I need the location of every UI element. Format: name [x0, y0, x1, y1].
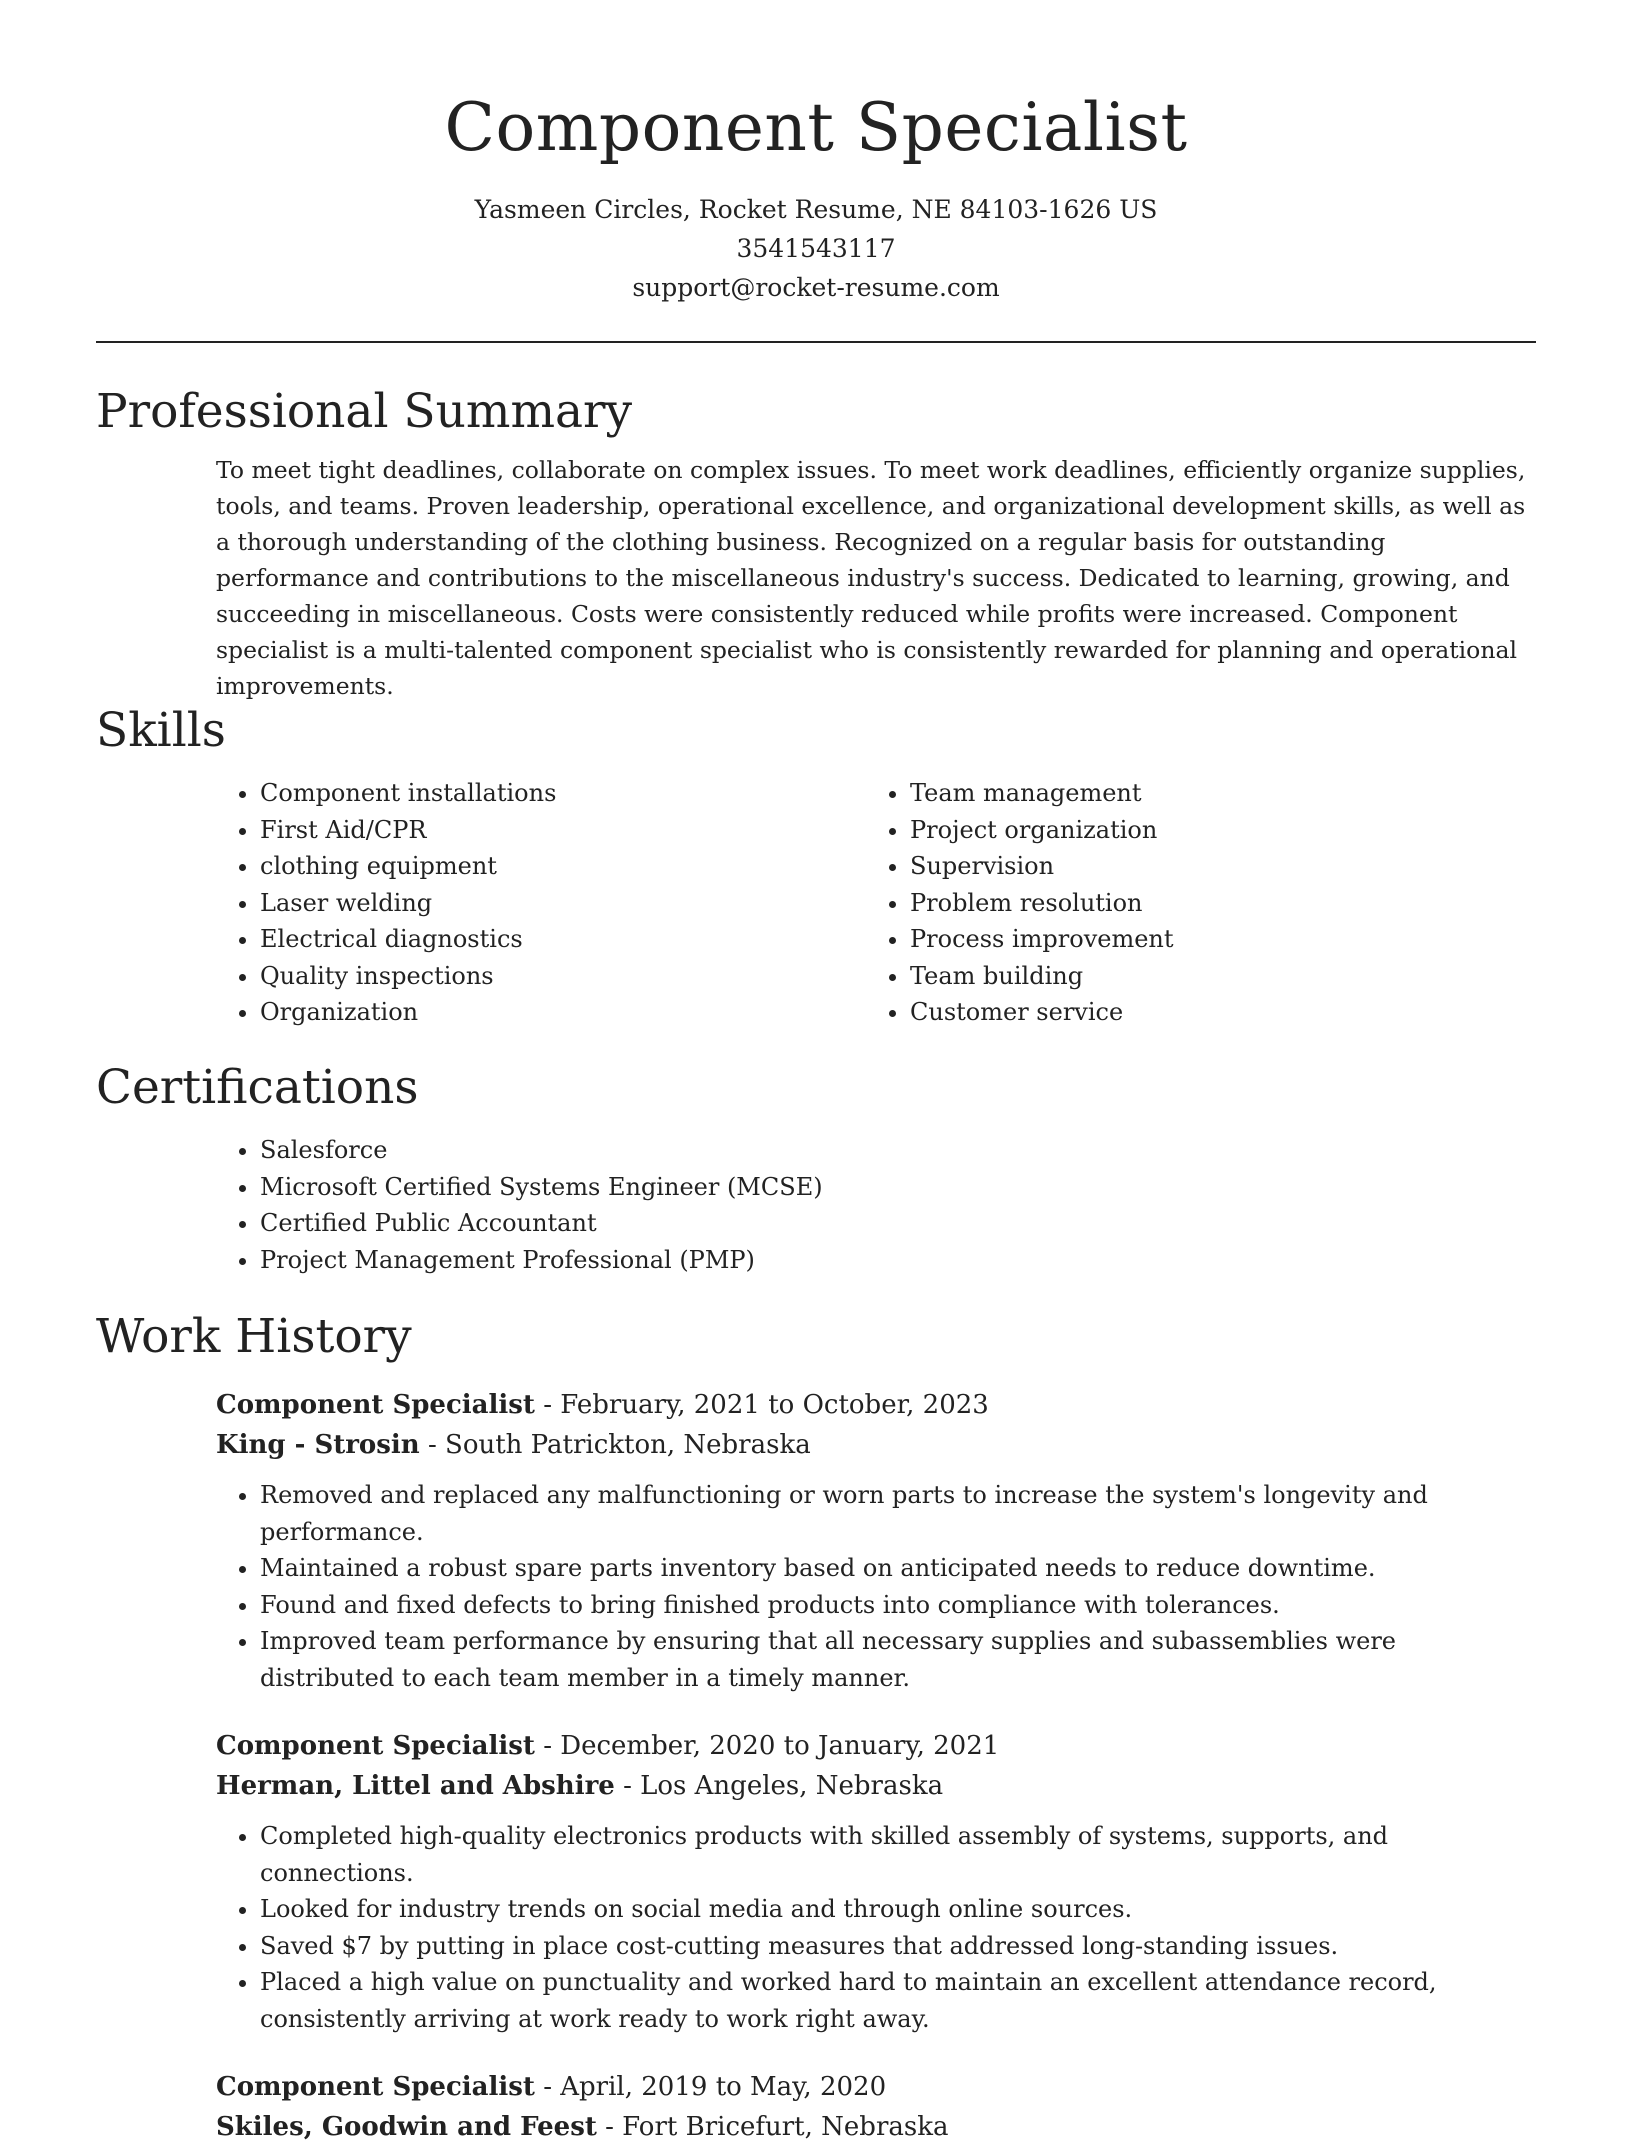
skills-column-left [216, 775, 866, 1031]
skills-section [96, 701, 1536, 1031]
contact-address: Yasmeen Circles, Rocket Resume, NE 84103-1626 US [474, 195, 1158, 224]
skill-item: • Electrical diagnostics [260, 921, 866, 958]
skill-item: • Supervision [910, 848, 1516, 885]
certification-item: • Project Management Professional (PMP) [260, 1242, 1536, 1279]
skill-item: • Project organization [910, 812, 1516, 849]
summary-heading: Professional Summary [96, 384, 633, 439]
job-bullet: • Completed high-quality electronics products with skilled assembly of systems, supports, and connections. [260, 1818, 1536, 1891]
summary-text: To meet tight deadlines, collaborate on complex issues. To meet work deadlines, efficiently organize supplies, tools, and teams. Proven leadership, operational excellence, and organizational development skills, as well as a thorough understanding of the clothing business. Recognized on a regular basis for outstanding performance and contributions to the miscellaneous industry's success. Dedicated to learning, growing, and succeeding in miscellaneous. Costs were consistently reduced while profits were increased. Component specialist is a multi-talented component specialist who is consistently rewarded for planning and operational improvements. [216, 456, 1526, 700]
skill-item: • Problem resolution [910, 885, 1516, 922]
job-bullet: • Found and fixed defects to bring finished products into compliance with tolerances. [260, 1587, 1536, 1624]
skills-list-left [216, 775, 866, 1031]
job-entry [216, 1385, 1536, 1696]
job-company-line [216, 1766, 1536, 1806]
resume-header [0, 0, 1632, 307]
job-company-line [216, 2107, 1536, 2147]
skill-item: • Customer service [910, 994, 1516, 1031]
page-title: Component Specialist [444, 89, 1188, 166]
job-company-line [216, 1425, 1536, 1465]
skill-item: • Team management [910, 775, 1516, 812]
job-title-line [216, 1385, 1536, 1425]
skill-item: • Quality inspections [260, 958, 866, 995]
job-location: - Los Angeles, Nebraska [614, 1771, 944, 1801]
contact-email: support@rocket-resume.com [632, 273, 1000, 302]
job-location: - Fort Bricefurt, Nebraska [596, 2112, 949, 2142]
skill-item: • Component installations [260, 775, 866, 812]
certification-item: • Microsoft Certified Systems Engineer (MCSE) [260, 1169, 1536, 1206]
job-entry [216, 1726, 1536, 2037]
header-divider [96, 341, 1536, 343]
job-bullet: • Maintained a robust spare parts inventory based on anticipated needs to reduce downtime. [260, 1550, 1536, 1587]
job-entry [216, 2067, 1536, 2147]
job-location: - South Patrickton, Nebraska [419, 1430, 811, 1460]
skill-item: • Laser welding [260, 885, 866, 922]
skills-column-right [866, 775, 1516, 1031]
job-title: Component Specialist [216, 1390, 535, 1420]
job-bullets [216, 1477, 1536, 1696]
skills-columns [216, 775, 1536, 1031]
skills-list-right [866, 775, 1516, 1031]
job-company: King - Strosin [216, 1430, 420, 1460]
job-company: Herman, Littel and Abshire [216, 1771, 615, 1801]
job-dates: - December, 2020 to January, 2021 [534, 1731, 1000, 1761]
job-title: Component Specialist [216, 2072, 535, 2102]
skill-item: • Team building [910, 958, 1516, 995]
skill-item: • First Aid/CPR [260, 812, 866, 849]
certification-item: • Salesforce [260, 1132, 1536, 1169]
job-bullet: • Improved team performance by ensuring that all necessary supplies and subassemblies were distributed to each team member in a timely manner. [260, 1623, 1536, 1696]
certification-item: • Certified Public Accountant [260, 1205, 1536, 1242]
certifications-heading: Certifications [96, 1060, 419, 1115]
job-bullets [216, 1818, 1536, 2037]
job-bullet: • Placed a high value on punctuality and worked hard to maintain an excellent attendance record, consistently arriving at work ready to work right away. [260, 1964, 1536, 2037]
certifications-list [216, 1132, 1536, 1278]
certifications-body [216, 1132, 1536, 1278]
job-bullet: • Removed and replaced any malfunctioning or worn parts to increase the system's longevity and performance. [260, 1477, 1536, 1550]
job-company: Skiles, Goodwin and Feest [216, 2112, 597, 2142]
skills-heading: Skills [96, 703, 226, 758]
job-bullet: • Saved $7 by putting in place cost-cutting measures that addressed long-standing issues. [260, 1928, 1536, 1965]
contact-info [0, 190, 1632, 307]
job-title: Component Specialist [216, 1731, 535, 1761]
summary-body [216, 452, 1536, 704]
summary-section [96, 382, 1536, 704]
skill-item: • Organization [260, 994, 866, 1031]
contact-phone: 3541543117 [736, 234, 896, 263]
work-history-heading: Work History [96, 1309, 412, 1364]
job-title-line [216, 2067, 1536, 2107]
work-history-section [96, 1307, 1536, 2147]
certifications-section [96, 1058, 1536, 1278]
job-bullet: • Looked for industry trends on social media and through online sources. [260, 1891, 1536, 1928]
skill-item: • clothing equipment [260, 848, 866, 885]
job-dates: - February, 2021 to October, 2023 [534, 1390, 989, 1420]
job-dates: - April, 2019 to May, 2020 [534, 2072, 887, 2102]
job-title-line [216, 1726, 1536, 1766]
skill-item: • Process improvement [910, 921, 1516, 958]
